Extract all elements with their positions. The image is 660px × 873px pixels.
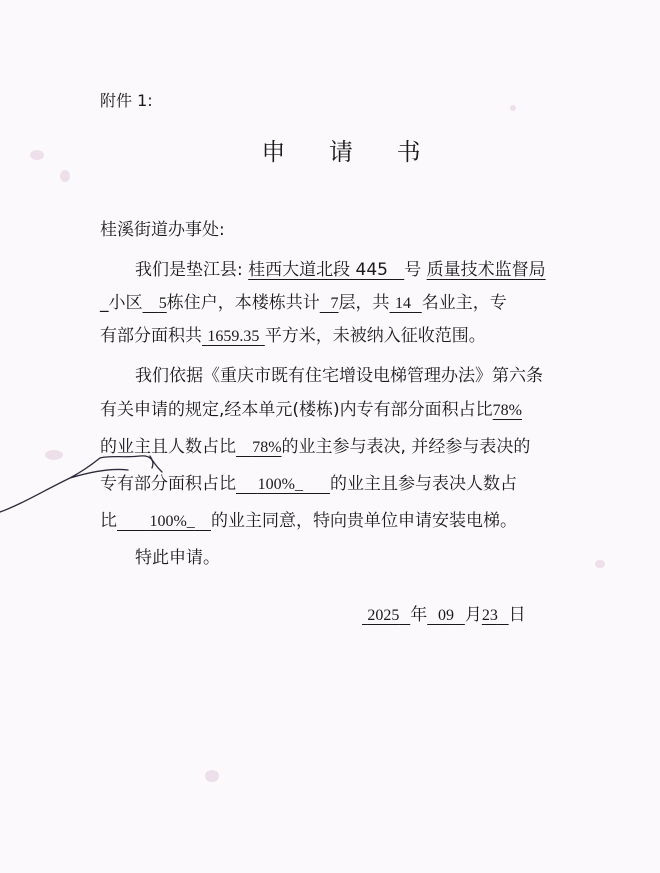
text-segment: 我们是垫江县: xyxy=(135,260,249,280)
text-segment: 号 xyxy=(404,260,427,280)
underline-blank xyxy=(117,511,149,531)
underline-blank xyxy=(143,293,159,313)
underline-blank xyxy=(320,293,331,313)
paper-speck xyxy=(45,450,63,460)
text-segment: 专有部分面积占比 xyxy=(100,474,236,494)
text-segment: 平方米，未被纳入征收范围。 xyxy=(264,326,486,346)
date-day: 23 xyxy=(481,607,498,624)
underline-blank xyxy=(195,511,211,531)
date-day-label: 日 xyxy=(508,605,526,625)
text-segment: 的业主且人数占比 xyxy=(100,437,236,457)
underline-blank xyxy=(498,605,509,625)
text-segment: 的业主同意，特向贵单位申请安装电梯。 xyxy=(210,511,517,531)
area-value: 1659.35 xyxy=(207,328,260,345)
text-segment: 有关申请的规定,经本单元(楼栋)内专有部分面积占比 xyxy=(100,400,493,420)
attachment-label: 附件 1: xyxy=(100,91,153,110)
underline-blank xyxy=(236,474,258,494)
document-title: 申 请 书 xyxy=(261,138,439,166)
date-year: 2025 xyxy=(367,607,400,624)
text-segment: 栋住户，本楼栋共计 xyxy=(166,293,320,313)
floor-count: 7 xyxy=(330,295,339,312)
paragraph-1-line-2 xyxy=(100,291,507,316)
paragraph-2-line-3 xyxy=(100,435,530,460)
organization-name: 质量技术监督局 xyxy=(426,260,546,280)
closing-line: 特此申请。 xyxy=(135,548,220,568)
underline-blank xyxy=(388,260,404,280)
paragraph-1-line-1 xyxy=(135,258,546,282)
paragraph-2-line-1 xyxy=(135,364,543,388)
building-number: 5 xyxy=(158,295,167,312)
paper-speck xyxy=(595,560,605,568)
text-segment: 有部分面积共 xyxy=(100,326,202,346)
underline-blank xyxy=(454,605,465,625)
vote-area-ratio: 100%_ xyxy=(257,476,303,493)
paragraph-2-line-2 xyxy=(100,398,522,423)
date-line xyxy=(362,603,526,628)
road-address: 桂西大道北段 445 xyxy=(248,260,388,280)
underline-blank xyxy=(411,293,422,313)
paper-speck xyxy=(205,770,219,782)
underline-blank xyxy=(427,605,438,625)
owner-count: 14 xyxy=(394,295,411,312)
date-year-label: 年 xyxy=(410,605,428,625)
area-ratio: 78% xyxy=(492,402,522,419)
addressee: 桂溪街道办事处: xyxy=(100,220,225,240)
underline-blank xyxy=(399,605,410,625)
text-segment: 层，共 xyxy=(338,293,390,313)
text-segment: _小区 xyxy=(100,293,143,313)
text-segment: 的业主参与表决, 并经参与表决的 xyxy=(281,437,531,457)
date-month-label: 月 xyxy=(464,605,482,625)
paper-speck xyxy=(510,105,516,111)
text-segment: 名业主，专 xyxy=(421,293,507,313)
underline-blank xyxy=(236,437,252,457)
paragraph-2-line-5 xyxy=(100,509,517,534)
paragraph-2-line-4 xyxy=(100,472,517,497)
text-segment: 的业主且参与表决人数占 xyxy=(329,474,517,494)
vote-people-ratio: 100%_ xyxy=(149,513,195,530)
paper-speck xyxy=(60,170,70,182)
people-ratio: 78% xyxy=(252,439,282,456)
underline-blank xyxy=(303,474,330,494)
paragraph-1-line-3 xyxy=(100,324,486,349)
date-month: 09 xyxy=(438,607,455,624)
text-segment: 比 xyxy=(100,511,117,531)
text-segment: 我们依据《重庆市既有住宅增设电梯管理办法》第六条 xyxy=(135,366,543,386)
